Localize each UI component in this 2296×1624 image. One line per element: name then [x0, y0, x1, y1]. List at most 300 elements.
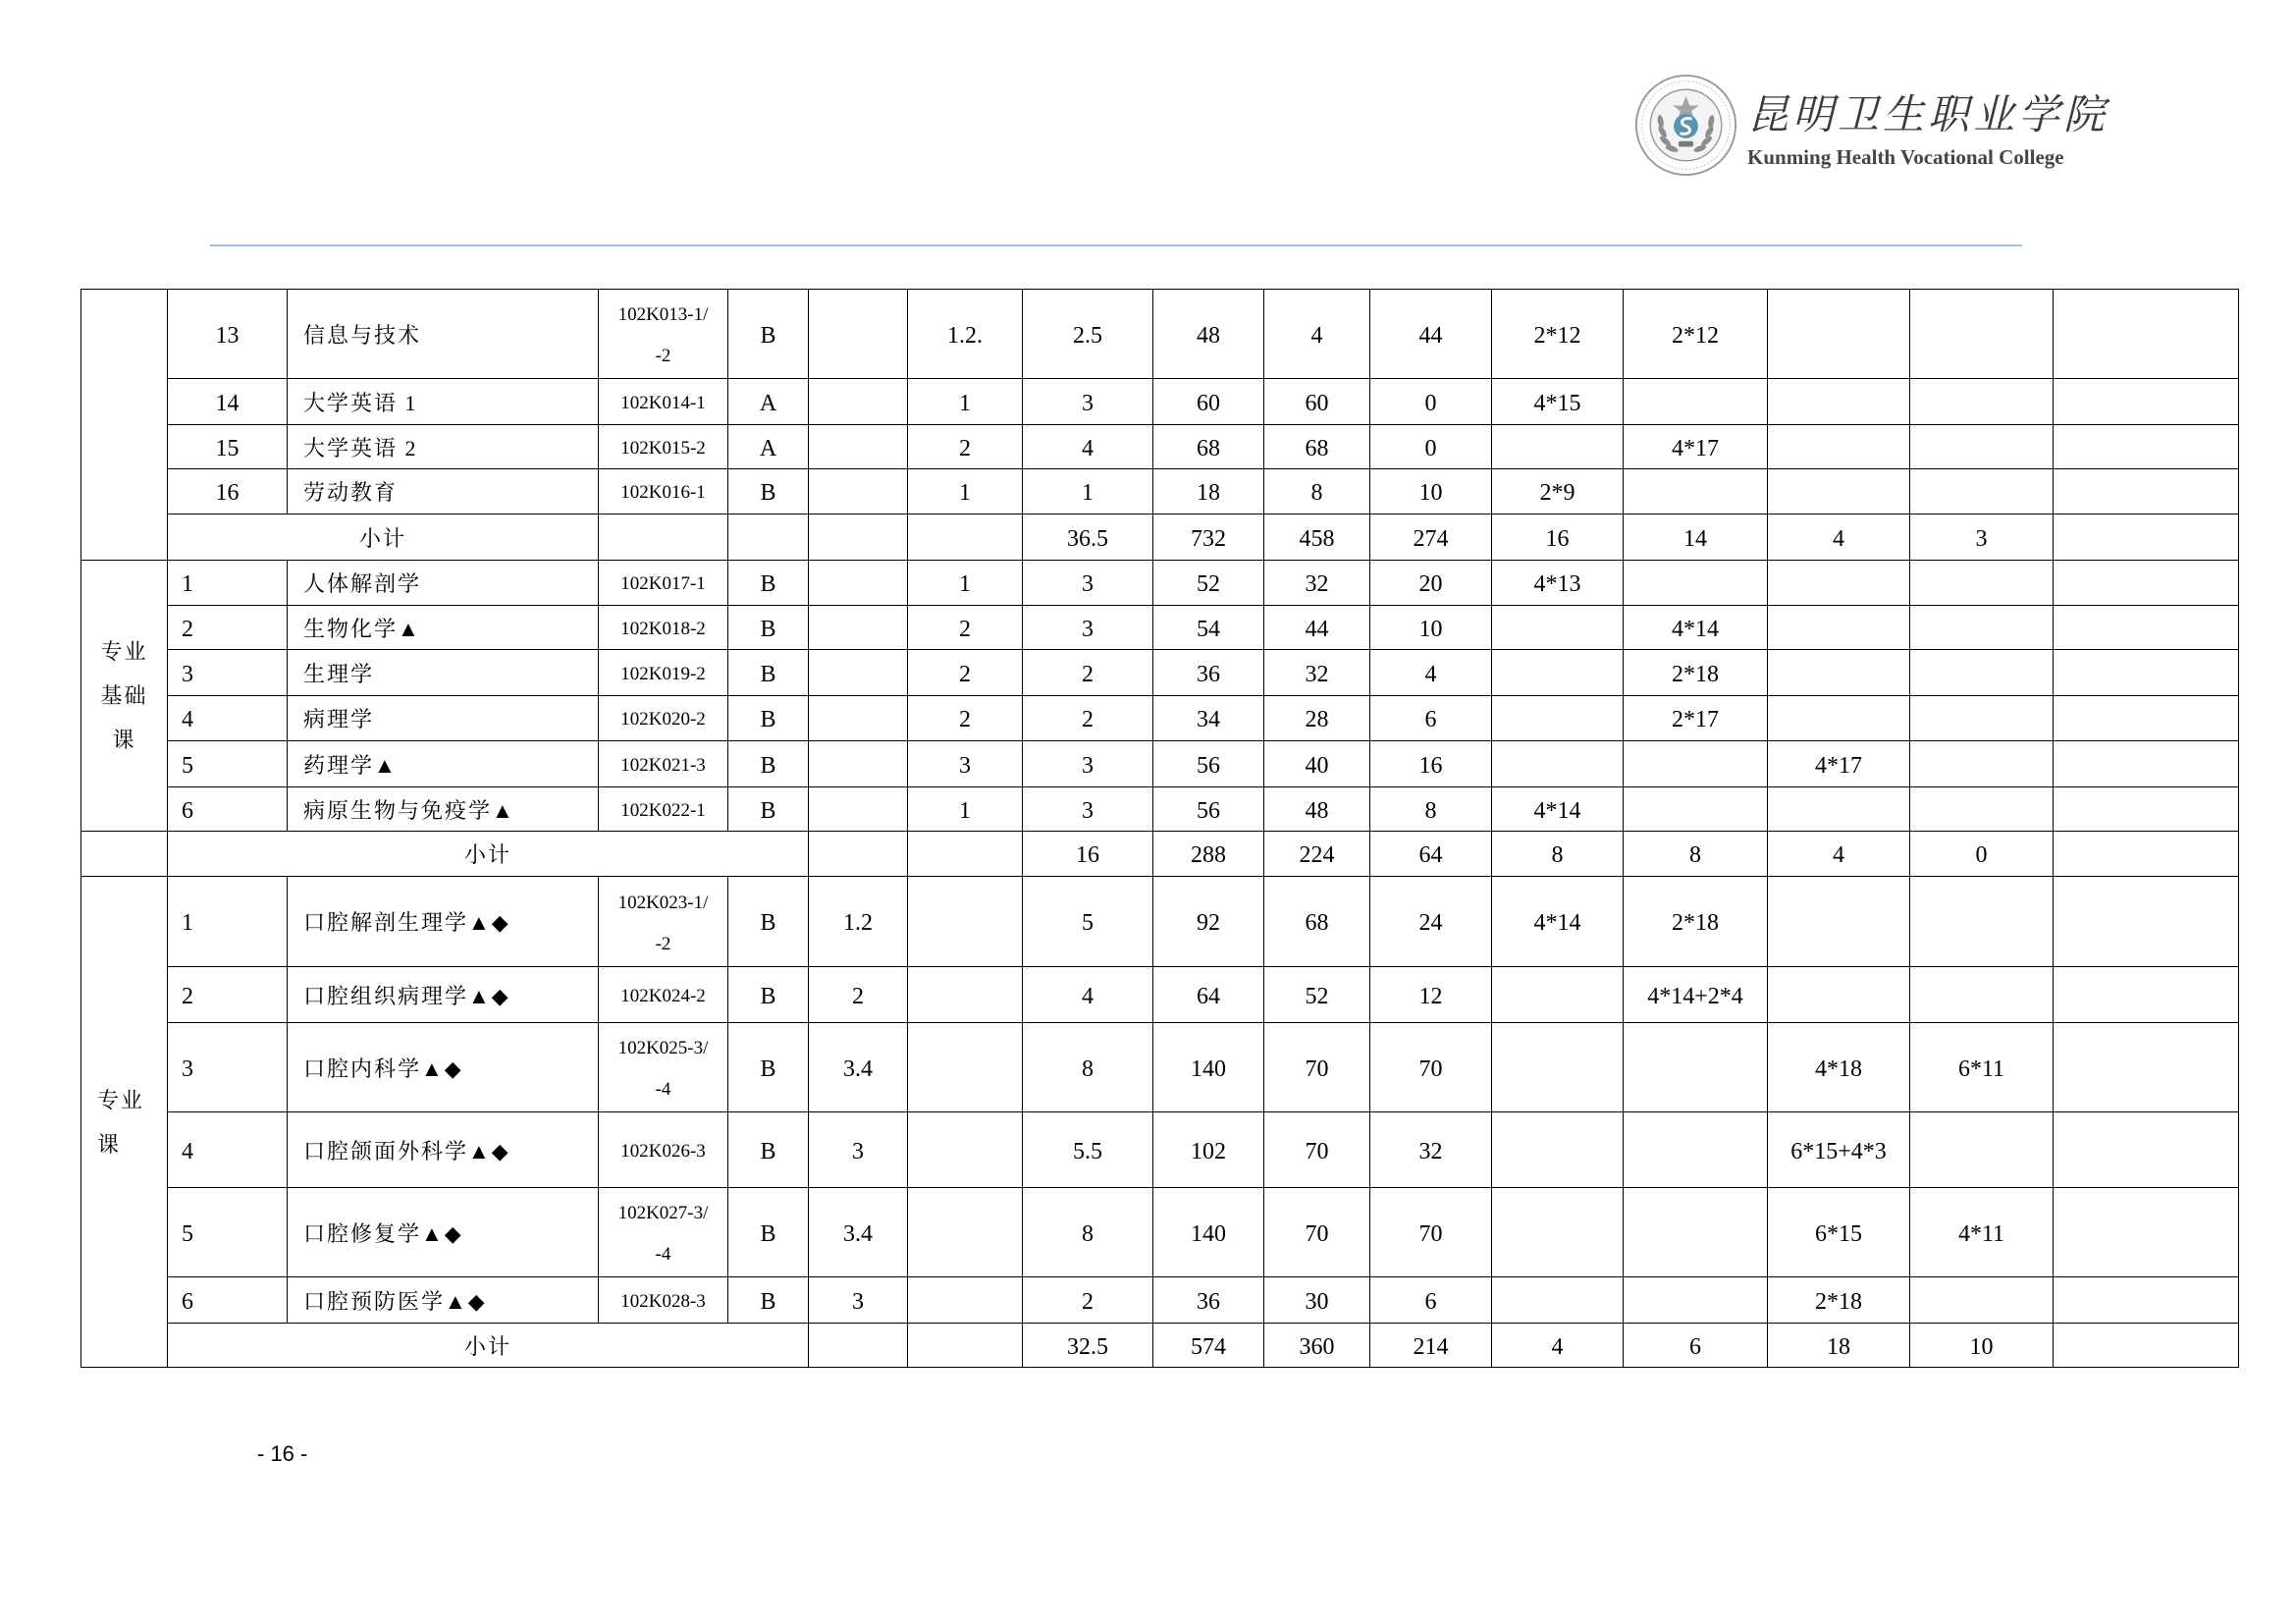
semester-4-hours-cell	[1910, 469, 2054, 514]
theory-hours-cell: 68	[1264, 425, 1370, 469]
credits-cell: 4	[1023, 425, 1153, 469]
total-hours-cell: 18	[1153, 469, 1264, 514]
course-code-cell: 102K026-3	[599, 1112, 728, 1188]
course-code-cell	[599, 1188, 728, 1277]
course-type-cell: A	[728, 379, 809, 425]
course-row	[81, 741, 2239, 787]
subtotal-total-hours-cell: 732	[1153, 514, 1264, 561]
course-row	[81, 561, 2239, 606]
course-name-cell: 病理学	[288, 696, 599, 741]
credits-cell: 1	[1023, 469, 1153, 514]
seq-cell: 2	[168, 606, 288, 650]
semester-4-hours-cell	[1910, 967, 2054, 1023]
check-term-cell: 1	[908, 469, 1023, 514]
semester-2-hours-cell: 2*17	[1624, 696, 1768, 741]
check-term-cell	[908, 1112, 1023, 1188]
practice-hours-cell: 0	[1370, 379, 1492, 425]
exam-term-cell	[809, 696, 908, 741]
check-term-cell	[908, 1277, 1023, 1324]
course-name-cell: 大学英语 2	[288, 425, 599, 469]
theory-hours-cell: 70	[1264, 1188, 1370, 1277]
course-code-line: 102K027-3/	[617, 1203, 709, 1223]
credits-cell: 3	[1023, 741, 1153, 787]
seq-cell: 16	[168, 469, 288, 514]
seq-cell: 5	[168, 1188, 288, 1277]
semester-1-hours-cell: 4*15	[1492, 379, 1624, 425]
semester-2-hours-cell	[1624, 1188, 1768, 1277]
course-name-cell: 口腔预防医学▲◆	[288, 1277, 599, 1324]
remark-cell	[2054, 741, 2239, 787]
practice-hours-cell: 16	[1370, 741, 1492, 787]
exam-term-cell: 1.2	[809, 877, 908, 967]
course-code-cell: 102K017-1	[599, 561, 728, 606]
semester-1-hours-cell	[1492, 1188, 1624, 1277]
practice-hours-cell: 4	[1370, 650, 1492, 696]
semester-1-hours-cell	[1492, 1277, 1624, 1324]
curriculum-table	[80, 289, 2239, 1368]
subtotal-credits-cell: 32.5	[1023, 1324, 1153, 1368]
empty-cell	[809, 1324, 908, 1368]
course-code-cell: 102K019-2	[599, 650, 728, 696]
credits-cell: 8	[1023, 1023, 1153, 1112]
seq-cell: 3	[168, 650, 288, 696]
course-code-cell: 102K018-2	[599, 606, 728, 650]
subtotal-theory-hours-cell: 360	[1264, 1324, 1370, 1368]
semester-2-hours-cell: 4*17	[1624, 425, 1768, 469]
subtotal-sem4-cell: 10	[1910, 1324, 2054, 1368]
subtotal-row	[81, 832, 2239, 877]
remark-cell	[2054, 1324, 2239, 1368]
semester-3-hours-cell	[1768, 425, 1910, 469]
check-term-cell: 3	[908, 741, 1023, 787]
subtotal-theory-hours-cell: 224	[1264, 832, 1370, 877]
semester-3-hours-cell: 6*15+4*3	[1768, 1112, 1910, 1188]
course-type-cell: B	[728, 877, 809, 967]
course-code-cell: 102K028-3	[599, 1277, 728, 1324]
semester-3-hours-cell	[1768, 379, 1910, 425]
empty-cell	[908, 832, 1023, 877]
semester-3-hours-cell: 4*17	[1768, 741, 1910, 787]
remark-cell	[2054, 877, 2239, 967]
theory-hours-cell: 60	[1264, 379, 1370, 425]
theory-hours-cell: 44	[1264, 606, 1370, 650]
course-row	[81, 379, 2239, 425]
exam-term-cell: 2	[809, 967, 908, 1023]
semester-2-hours-cell	[1624, 787, 1768, 832]
course-code-line: 102K023-1/	[617, 892, 709, 913]
theory-hours-cell: 52	[1264, 967, 1370, 1023]
check-term-cell: 2	[908, 696, 1023, 741]
course-type-cell: B	[728, 787, 809, 832]
seq-cell: 15	[168, 425, 288, 469]
credits-cell: 5	[1023, 877, 1153, 967]
course-type-cell: B	[728, 967, 809, 1023]
credits-cell: 3	[1023, 379, 1153, 425]
theory-hours-cell: 30	[1264, 1277, 1370, 1324]
practice-hours-cell: 44	[1370, 290, 1492, 379]
theory-hours-cell: 68	[1264, 877, 1370, 967]
course-row	[81, 650, 2239, 696]
practice-hours-cell: 6	[1370, 1277, 1492, 1324]
course-category-cell	[81, 290, 168, 561]
course-type-cell: B	[728, 741, 809, 787]
exam-term-cell	[809, 650, 908, 696]
semester-1-hours-cell	[1492, 650, 1624, 696]
exam-term-cell	[809, 787, 908, 832]
course-type-cell: A	[728, 425, 809, 469]
credits-cell: 3	[1023, 787, 1153, 832]
subtotal-practice-hours-cell: 64	[1370, 832, 1492, 877]
semester-4-hours-cell	[1910, 290, 2054, 379]
remark-cell	[2054, 379, 2239, 425]
theory-hours-cell: 8	[1264, 469, 1370, 514]
semester-1-hours-cell: 4*14	[1492, 787, 1624, 832]
remark-cell	[2054, 1277, 2239, 1324]
subtotal-credits-cell: 16	[1023, 832, 1153, 877]
subtotal-sem2-cell: 6	[1624, 1324, 1768, 1368]
course-name-cell: 药理学▲	[288, 741, 599, 787]
seq-cell: 1	[168, 877, 288, 967]
course-name-cell: 生理学	[288, 650, 599, 696]
course-type-cell: B	[728, 469, 809, 514]
theory-hours-cell: 48	[1264, 787, 1370, 832]
remark-cell	[2054, 514, 2239, 561]
exam-term-cell	[809, 425, 908, 469]
course-code-cell: 102K016-1	[599, 469, 728, 514]
exam-term-cell	[809, 741, 908, 787]
subtotal-practice-hours-cell: 274	[1370, 514, 1492, 561]
check-term-cell: 1	[908, 379, 1023, 425]
course-code-line: 102K025-3/	[617, 1038, 709, 1058]
total-hours-cell: 56	[1153, 787, 1264, 832]
semester-4-hours-cell: 4*11	[1910, 1188, 2054, 1277]
subtotal-sem4-cell: 0	[1910, 832, 2054, 877]
theory-hours-cell: 70	[1264, 1112, 1370, 1188]
course-type-cell: B	[728, 696, 809, 741]
check-term-cell: 2	[908, 425, 1023, 469]
credits-cell: 3	[1023, 606, 1153, 650]
course-type-cell: B	[728, 1188, 809, 1277]
total-hours-cell: 54	[1153, 606, 1264, 650]
empty-cell	[728, 514, 809, 561]
course-name-cell: 大学英语 1	[288, 379, 599, 425]
practice-hours-cell: 6	[1370, 696, 1492, 741]
remark-cell	[2054, 650, 2239, 696]
seq-cell: 6	[168, 1277, 288, 1324]
theory-hours-cell: 32	[1264, 561, 1370, 606]
course-type-cell: B	[728, 606, 809, 650]
semester-1-hours-cell: 2*9	[1492, 469, 1624, 514]
semester-2-hours-cell: 4*14	[1624, 606, 1768, 650]
course-category-cell	[81, 877, 168, 1368]
semester-1-hours-cell	[1492, 606, 1624, 650]
course-code-cell: 102K021-3	[599, 741, 728, 787]
page-number: - 16 -	[257, 1441, 308, 1466]
total-hours-cell: 64	[1153, 967, 1264, 1023]
course-type-cell: B	[728, 650, 809, 696]
check-term-cell	[908, 877, 1023, 967]
subtotal-sem2-cell: 8	[1624, 832, 1768, 877]
subtotal-sem4-cell: 3	[1910, 514, 2054, 561]
college-emblem-icon	[1634, 74, 1737, 177]
semester-2-hours-cell: 4*14+2*4	[1624, 967, 1768, 1023]
remark-cell	[2054, 425, 2239, 469]
course-row	[81, 787, 2239, 832]
total-hours-cell: 56	[1153, 741, 1264, 787]
college-name-english: Kunming Health Vocational College	[1747, 145, 2064, 169]
exam-term-cell	[809, 290, 908, 379]
practice-hours-cell: 12	[1370, 967, 1492, 1023]
semester-3-hours-cell: 6*15	[1768, 1188, 1910, 1277]
remark-cell	[2054, 1188, 2239, 1277]
practice-hours-cell: 10	[1370, 469, 1492, 514]
semester-4-hours-cell	[1910, 650, 2054, 696]
seq-cell: 13	[168, 290, 288, 379]
exam-term-cell: 3.4	[809, 1188, 908, 1277]
semester-1-hours-cell: 2*12	[1492, 290, 1624, 379]
course-category-label: 专业课	[97, 1087, 145, 1157]
exam-term-cell	[809, 561, 908, 606]
total-hours-cell: 36	[1153, 650, 1264, 696]
semester-1-hours-cell	[1492, 1023, 1624, 1112]
course-code-line: 102K013-1/	[617, 304, 709, 325]
semester-2-hours-cell: 2*18	[1624, 650, 1768, 696]
course-row	[81, 1277, 2239, 1324]
empty-cell	[599, 514, 728, 561]
course-name-cell: 信息与技术	[288, 290, 599, 379]
check-term-cell: 1	[908, 561, 1023, 606]
course-type-cell: B	[728, 561, 809, 606]
theory-hours-cell: 28	[1264, 696, 1370, 741]
course-code-cell	[599, 1023, 728, 1112]
remark-cell	[2054, 967, 2239, 1023]
course-code-cell: 102K014-1	[599, 379, 728, 425]
remark-cell	[2054, 696, 2239, 741]
semester-4-hours-cell	[1910, 696, 2054, 741]
header-rule	[210, 244, 2022, 246]
seq-cell: 5	[168, 741, 288, 787]
remark-cell	[2054, 469, 2239, 514]
semester-1-hours-cell	[1492, 425, 1624, 469]
practice-hours-cell: 0	[1370, 425, 1492, 469]
total-hours-cell: 36	[1153, 1277, 1264, 1324]
practice-hours-cell: 20	[1370, 561, 1492, 606]
credits-cell: 2	[1023, 696, 1153, 741]
subtotal-sem3-cell: 4	[1768, 832, 1910, 877]
subtotal-credits-cell: 36.5	[1023, 514, 1153, 561]
exam-term-cell	[809, 379, 908, 425]
subtotal-label-cell: 小计	[168, 1324, 809, 1368]
subtotal-sem1-cell: 16	[1492, 514, 1624, 561]
seq-cell: 2	[168, 967, 288, 1023]
exam-term-cell: 3	[809, 1112, 908, 1188]
total-hours-cell: 92	[1153, 877, 1264, 967]
exam-term-cell	[809, 469, 908, 514]
total-hours-cell: 140	[1153, 1023, 1264, 1112]
total-hours-cell: 140	[1153, 1188, 1264, 1277]
course-code-cell: 102K024-2	[599, 967, 728, 1023]
remark-cell	[2054, 832, 2239, 877]
total-hours-cell: 60	[1153, 379, 1264, 425]
semester-3-hours-cell: 4*18	[1768, 1023, 1910, 1112]
theory-hours-cell: 4	[1264, 290, 1370, 379]
course-category-cell	[81, 561, 168, 832]
course-name-cell: 口腔内科学▲◆	[288, 1023, 599, 1112]
subtotal-label-cell: 小计	[168, 832, 809, 877]
semester-2-hours-cell	[1624, 469, 1768, 514]
semester-1-hours-cell	[1492, 1112, 1624, 1188]
course-code-line: -4	[655, 1079, 671, 1100]
course-code-line: -2	[655, 933, 671, 954]
empty-cell	[809, 514, 908, 561]
subtotal-total-hours-cell: 288	[1153, 832, 1264, 877]
semester-4-hours-cell	[1910, 425, 2054, 469]
course-type-cell: B	[728, 1023, 809, 1112]
check-term-cell	[908, 967, 1023, 1023]
course-name-cell: 口腔颌面外科学▲◆	[288, 1112, 599, 1188]
theory-hours-cell: 70	[1264, 1023, 1370, 1112]
credits-cell: 2	[1023, 1277, 1153, 1324]
exam-term-cell: 3	[809, 1277, 908, 1324]
subtotal-sem3-cell: 18	[1768, 1324, 1910, 1368]
seq-cell: 14	[168, 379, 288, 425]
practice-hours-cell: 70	[1370, 1023, 1492, 1112]
semester-2-hours-cell	[1624, 379, 1768, 425]
seq-cell: 4	[168, 1112, 288, 1188]
course-code-cell: 102K020-2	[599, 696, 728, 741]
seq-cell: 4	[168, 696, 288, 741]
remark-cell	[2054, 1112, 2239, 1188]
theory-hours-cell: 40	[1264, 741, 1370, 787]
check-term-cell	[908, 1023, 1023, 1112]
subtotal-label-cell: 小计	[168, 514, 599, 561]
credits-cell: 5.5	[1023, 1112, 1153, 1188]
subtotal-row	[81, 514, 2239, 561]
semester-3-hours-cell	[1768, 561, 1910, 606]
total-hours-cell: 34	[1153, 696, 1264, 741]
semester-4-hours-cell	[1910, 1277, 2054, 1324]
semester-4-hours-cell	[1910, 1112, 2054, 1188]
semester-1-hours-cell: 4*13	[1492, 561, 1624, 606]
check-term-cell: 1	[908, 787, 1023, 832]
empty-cell	[908, 1324, 1023, 1368]
practice-hours-cell: 10	[1370, 606, 1492, 650]
college-logo	[1629, 69, 2120, 187]
semester-2-hours-cell	[1624, 561, 1768, 606]
check-term-cell	[908, 1188, 1023, 1277]
semester-4-hours-cell	[1910, 787, 2054, 832]
course-row	[81, 425, 2239, 469]
seq-cell: 3	[168, 1023, 288, 1112]
course-name-cell: 口腔解剖生理学▲◆	[288, 877, 599, 967]
course-row	[81, 1023, 2239, 1112]
subtotal-practice-hours-cell: 214	[1370, 1324, 1492, 1368]
semester-2-hours-cell: 2*18	[1624, 877, 1768, 967]
semester-2-hours-cell	[1624, 1023, 1768, 1112]
course-code-cell	[599, 877, 728, 967]
practice-hours-cell: 70	[1370, 1188, 1492, 1277]
practice-hours-cell: 8	[1370, 787, 1492, 832]
seq-cell: 1	[168, 561, 288, 606]
remark-cell	[2054, 1023, 2239, 1112]
semester-4-hours-cell	[1910, 379, 2054, 425]
semester-4-hours-cell: 6*11	[1910, 1023, 2054, 1112]
subtotal-theory-hours-cell: 458	[1264, 514, 1370, 561]
course-name-cell: 口腔组织病理学▲◆	[288, 967, 599, 1023]
semester-1-hours-cell: 4*14	[1492, 877, 1624, 967]
exam-term-cell	[809, 606, 908, 650]
semester-1-hours-cell	[1492, 967, 1624, 1023]
semester-3-hours-cell	[1768, 606, 1910, 650]
course-name-cell: 病原生物与免疫学▲	[288, 787, 599, 832]
exam-term-cell: 3.4	[809, 1023, 908, 1112]
course-type-cell: B	[728, 1277, 809, 1324]
semester-3-hours-cell	[1768, 877, 1910, 967]
subtotal-sem2-cell: 14	[1624, 514, 1768, 561]
subtotal-sem1-cell: 8	[1492, 832, 1624, 877]
semester-3-hours-cell	[1768, 469, 1910, 514]
course-row	[81, 1188, 2239, 1277]
course-name-cell: 生物化学▲	[288, 606, 599, 650]
course-type-cell: B	[728, 290, 809, 379]
course-type-cell: B	[728, 1112, 809, 1188]
total-hours-cell: 48	[1153, 290, 1264, 379]
practice-hours-cell: 24	[1370, 877, 1492, 967]
course-code-cell: 102K015-2	[599, 425, 728, 469]
course-row	[81, 290, 2239, 379]
semester-3-hours-cell	[1768, 787, 1910, 832]
check-term-cell: 2	[908, 650, 1023, 696]
semester-3-hours-cell	[1768, 290, 1910, 379]
course-name-cell: 劳动教育	[288, 469, 599, 514]
remark-cell	[2054, 606, 2239, 650]
course-row	[81, 877, 2239, 967]
course-row	[81, 1112, 2239, 1188]
semester-3-hours-cell	[1768, 696, 1910, 741]
subtotal-sem1-cell: 4	[1492, 1324, 1624, 1368]
seq-cell: 6	[168, 787, 288, 832]
subtotal-row	[81, 1324, 2239, 1368]
total-hours-cell: 52	[1153, 561, 1264, 606]
course-category-cell	[81, 832, 168, 877]
credits-cell: 8	[1023, 1188, 1153, 1277]
credits-cell: 4	[1023, 967, 1153, 1023]
total-hours-cell: 102	[1153, 1112, 1264, 1188]
semester-2-hours-cell	[1624, 741, 1768, 787]
semester-2-hours-cell	[1624, 1277, 1768, 1324]
course-code-cell: 102K022-1	[599, 787, 728, 832]
remark-cell	[2054, 787, 2239, 832]
check-term-cell: 2	[908, 606, 1023, 650]
remark-cell	[2054, 561, 2239, 606]
semester-4-hours-cell	[1910, 877, 2054, 967]
course-code-line: -4	[655, 1244, 671, 1265]
semester-3-hours-cell	[1768, 650, 1910, 696]
remark-cell	[2054, 290, 2239, 379]
credits-cell: 2	[1023, 650, 1153, 696]
course-category-label: 专业基础课	[100, 639, 148, 752]
semester-2-hours-cell: 2*12	[1624, 290, 1768, 379]
semester-4-hours-cell	[1910, 561, 2054, 606]
course-row	[81, 606, 2239, 650]
semester-4-hours-cell	[1910, 606, 2054, 650]
semester-1-hours-cell	[1492, 696, 1624, 741]
course-row	[81, 469, 2239, 514]
semester-3-hours-cell: 2*18	[1768, 1277, 1910, 1324]
semester-3-hours-cell	[1768, 967, 1910, 1023]
empty-cell	[809, 832, 908, 877]
course-name-cell: 口腔修复学▲◆	[288, 1188, 599, 1277]
